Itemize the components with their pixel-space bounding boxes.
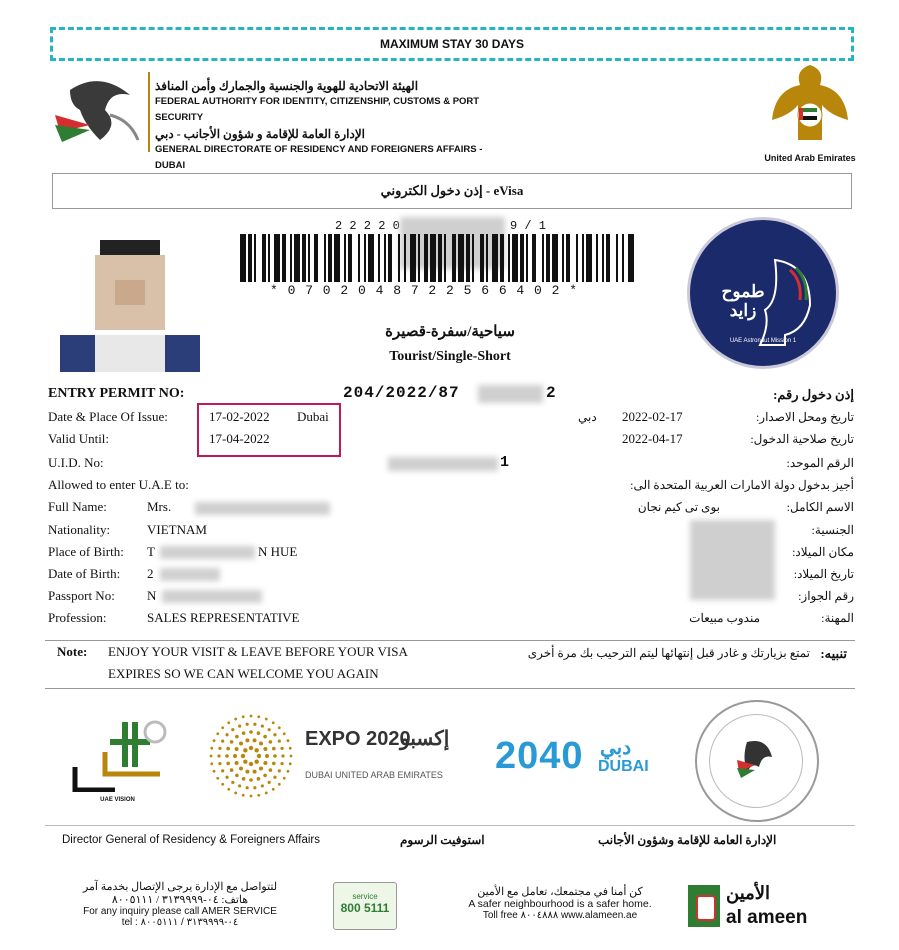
uid-redaction bbox=[388, 457, 498, 471]
note-label: Note: bbox=[57, 644, 88, 659]
barcode-top-right: 9 / 1 bbox=[510, 219, 547, 233]
expo-title: EXPO 2020 bbox=[305, 728, 411, 750]
service-800-logo bbox=[333, 882, 397, 930]
profession-value: SALES REPRESENTATIVE bbox=[147, 610, 300, 625]
visa-type-en: Tourist/Single-Short bbox=[389, 349, 511, 364]
nationality-label-ar: الجنسية: bbox=[811, 523, 854, 537]
dubai-2040-word: DUBAI bbox=[598, 758, 649, 775]
barcode-top-left: 2 2 2 2 0 bbox=[335, 219, 400, 233]
badge-caption: UAE Astronaut Mission 1 bbox=[729, 338, 797, 344]
zayed-ambition-badge bbox=[687, 217, 839, 369]
uae-emblem bbox=[770, 60, 850, 150]
valid-label-ar: تاريخ صلاحية الدخول: bbox=[750, 432, 854, 446]
valid-label: Valid Until: bbox=[48, 431, 110, 446]
signature-divider bbox=[45, 825, 855, 826]
badge-text: طموح زايد bbox=[721, 282, 765, 320]
amer-contact-en: For any inquiry please call AMER SERVICE bbox=[83, 906, 277, 917]
amer-contact bbox=[70, 880, 290, 928]
expo-subtitle: DUBAI UNITED ARAB EMIRATES bbox=[305, 770, 443, 780]
dob-redaction bbox=[160, 568, 220, 581]
dob-value: 2 bbox=[147, 566, 154, 581]
pob-value-end: N HUE bbox=[258, 544, 298, 559]
issue-date-ar: 2022-02-17 bbox=[622, 409, 683, 424]
fees-paid-stamp: استوفيت الرسوم bbox=[400, 833, 485, 847]
directorate-seal bbox=[695, 700, 819, 822]
service-number: 800 5111 bbox=[340, 901, 390, 915]
passport-label: Passport No: bbox=[48, 588, 115, 603]
pob-redaction bbox=[160, 546, 255, 559]
passport-redaction bbox=[162, 590, 262, 603]
valid-date: 17-04-2022 bbox=[209, 431, 270, 446]
al-ameen-logo bbox=[688, 885, 828, 935]
nationality-label: Nationality: bbox=[48, 522, 111, 537]
entry-permit-number-end: 2 bbox=[546, 384, 556, 402]
note-label-ar: تنبيه: bbox=[820, 646, 847, 661]
issue-place-ar: دبي bbox=[578, 410, 597, 424]
dubai-2040-ar: دبي bbox=[600, 737, 632, 759]
name-label: Full Name: bbox=[48, 499, 107, 514]
directorate-name-ar: الإدارة العامة للإقامة وشؤون الأجانب bbox=[598, 833, 777, 847]
authority-ar-1: الهيئة الاتحادية للهوية والجنسية والجمارك وأمن المنافذ bbox=[155, 79, 419, 93]
pob-label-ar: مكان الميلاد: bbox=[792, 545, 854, 559]
entry-permit-number: 204/2022/87 bbox=[343, 384, 460, 402]
ameen-brand-ar: الأمين bbox=[726, 883, 771, 903]
dob-label-ar: تاريخ الميلاد: bbox=[793, 567, 854, 581]
uae-vision-caption: UAE VISION bbox=[100, 797, 135, 803]
amer-contact-ar: لتتواصل مع الإدارة يرجى الإتصال بخدمة آمر bbox=[82, 881, 278, 893]
authority-falcon-logo bbox=[50, 70, 145, 150]
valid-date-ar: 2022-04-17 bbox=[622, 431, 683, 446]
barcode-bars bbox=[240, 234, 635, 282]
issue-place: Dubai bbox=[297, 409, 329, 424]
header-divider bbox=[148, 72, 150, 152]
authority-ar-2: الإدارة العامة للإقامة و شؤون الأجانب - دبي bbox=[155, 127, 366, 141]
nationality-value: VIETNAM bbox=[147, 522, 207, 537]
dob-label: Date of Birth: bbox=[48, 566, 121, 581]
uae-vision-logo bbox=[65, 712, 170, 807]
issue-label-ar: تاريخ ومحل الاصدار: bbox=[755, 410, 854, 424]
passport-value: N bbox=[147, 588, 157, 603]
ameen-brand: al ameen bbox=[726, 907, 808, 928]
expo-logo-mark bbox=[205, 710, 297, 802]
service-label: service bbox=[352, 892, 378, 901]
note-box bbox=[45, 640, 855, 689]
allowed-label-ar: أجيز بدخول دولة الامارات العربية المتحدة الى: bbox=[630, 478, 854, 492]
authority-en-1: FEDERAL AUTHORITY FOR IDENTITY, CITIZENSHIP, CUSTOMS & PORT SECURITY bbox=[155, 96, 480, 123]
uid-value: 1 bbox=[500, 454, 510, 471]
note-text-ar: تمتع بزيارتك و غادر قبل إنتهائها ليتم الترحيب بك مرة أخرى bbox=[527, 646, 810, 660]
uid-label: U.I.D. No: bbox=[48, 455, 104, 470]
profession-label: Profession: bbox=[48, 610, 107, 625]
ameen-slogan-en: A safer neighbourhood is a safer home. bbox=[468, 898, 652, 910]
pob-value-start: T bbox=[147, 544, 155, 559]
ameen-phone-icon bbox=[688, 885, 720, 927]
name-label-ar: الاسم الكامل: bbox=[786, 500, 854, 514]
amer-contact-tel: tel : ٠٤-٣١٣٩٩٩٩ / ٨٠٠٥١١١ bbox=[121, 917, 239, 928]
profession-value-ar: مندوب مبيعات bbox=[689, 611, 760, 625]
permit-redaction bbox=[478, 385, 543, 403]
entry-permit-label-ar: إذن دخول رقم: bbox=[773, 387, 854, 402]
note-line-2: EXPIRES SO WE CAN WELCOME YOU AGAIN bbox=[108, 666, 379, 681]
barcode-number: * 0 7 0 2 0 4 8 7 2 2 5 6 6 4 0 2 * bbox=[270, 283, 579, 298]
dubai-2040-number: 2040 bbox=[495, 735, 584, 777]
expo-title-ar: إكسبو bbox=[400, 728, 450, 750]
note-line-1: ENJOY YOUR VISIT & LEAVE BEFORE YOUR VISA bbox=[108, 644, 408, 659]
passport-photo bbox=[60, 240, 200, 372]
uid-label-ar: الرقم الموحد: bbox=[786, 456, 854, 470]
ameen-contact bbox=[445, 885, 675, 921]
name-value-ar: بوى تى كيم نجان bbox=[637, 500, 720, 514]
name-value: Mrs. bbox=[147, 499, 172, 514]
issue-date: 17-02-2022 bbox=[209, 409, 270, 424]
amer-contact-ar-phone: هاتف: ٠٤-٣١٣٩٩٩٩ / ٨٠٠٥١١١ bbox=[111, 894, 249, 906]
falcon-seal-icon bbox=[697, 702, 817, 820]
name-redaction bbox=[195, 502, 330, 515]
max-stay-banner: MAXIMUM STAY 30 DAYS bbox=[50, 27, 854, 61]
issue-label: Date & Place Of Issue: bbox=[48, 409, 168, 424]
entry-permit-label: ENTRY PERMIT NO: bbox=[48, 386, 185, 401]
ameen-toll-free: Toll free ٨٠٠٤٨٨٨ www.alameen.ae bbox=[482, 910, 638, 921]
ameen-slogan-ar: كن أمنا في مجتمعك، تعامل مع الأمين bbox=[477, 886, 643, 898]
allowed-label: Allowed to enter U.A.E to: bbox=[48, 477, 189, 492]
passport-label-ar: رقم الجواز: bbox=[798, 589, 854, 603]
arabic-details-redaction bbox=[690, 520, 775, 600]
director-general-title: Director General of Residency & Foreigners Affairs bbox=[62, 834, 321, 846]
authority-en-2: GENERAL DIRECTORATE OF RESIDENCY AND FOREIGNERS AFFAIRS - DUBAI bbox=[155, 144, 483, 171]
evisa-title: إذن دخول الكتروني - eVisa bbox=[52, 173, 852, 209]
pob-label: Place of Birth: bbox=[48, 544, 124, 559]
profession-label-ar: المهنة: bbox=[821, 611, 854, 625]
emblem-caption: United Arab Emirates bbox=[764, 153, 856, 163]
visa-type-ar: سياحية/سفرة-قصيرة bbox=[385, 324, 515, 340]
